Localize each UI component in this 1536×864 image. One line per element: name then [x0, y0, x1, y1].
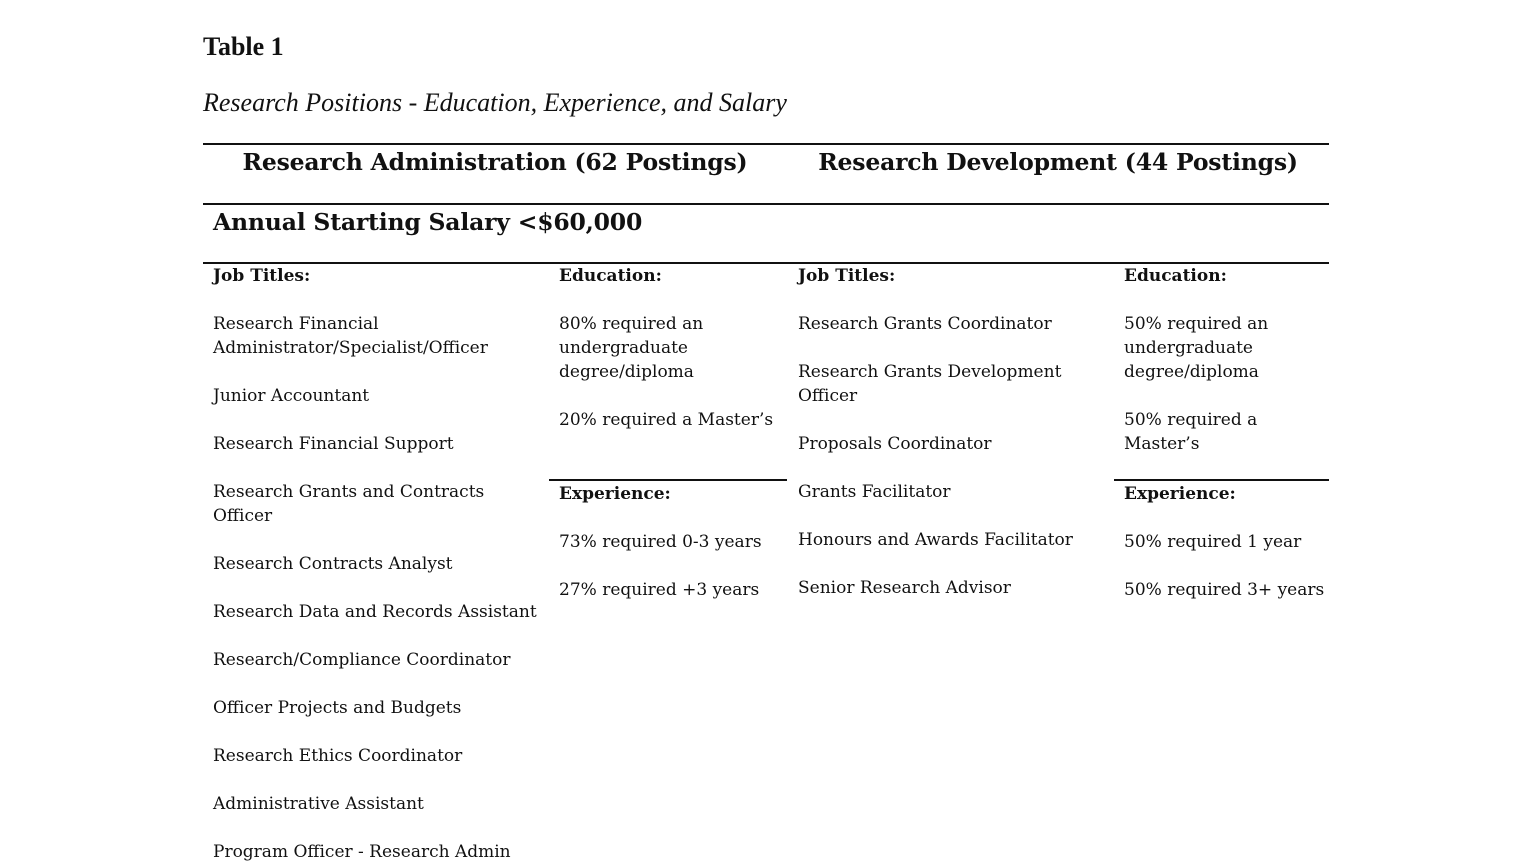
development-job-titles-label: Job Titles:: [798, 266, 896, 286]
list-item: 50% required a Master’s: [1124, 410, 1258, 454]
admin-experience-rule: [549, 479, 787, 481]
list-item: Research Financial Administrator/Specialist/Officer: [213, 314, 488, 358]
development-education-label: Education:: [1124, 266, 1227, 286]
list-item: Research/Compliance Coordinator: [213, 650, 511, 670]
list-item: Research Grants and Contracts Officer: [213, 482, 485, 526]
table-number: Table 1: [203, 32, 284, 61]
development-job-titles-list: [798, 312, 1098, 600]
admin-column-header: Research Administration (62 Postings): [242, 148, 748, 176]
list-item: 27% required +3 years: [559, 580, 760, 600]
development-experience-list: [1124, 530, 1328, 602]
admin-job-titles-label: Job Titles:: [213, 266, 311, 286]
development-education-list: [1124, 312, 1324, 456]
list-item: Research Financial Support: [213, 434, 454, 454]
list-item: 50% required 3+ years: [1124, 580, 1325, 600]
development-experience-rule: [1114, 479, 1329, 481]
list-item: Grants Facilitator: [798, 482, 951, 502]
list-item: Program Officer - Research Admin: [213, 842, 511, 862]
list-item: Research Data and Records Assistant: [213, 602, 537, 622]
salary-band-heading: Annual Starting Salary <$60,000: [213, 208, 643, 236]
admin-experience-list: [559, 530, 784, 602]
admin-education-label: Education:: [559, 266, 662, 286]
list-item: Junior Accountant: [213, 386, 370, 406]
admin-education-list: [559, 312, 779, 432]
list-item: 20% required a Master’s: [559, 410, 774, 430]
list-item: Proposals Coordinator: [798, 434, 992, 454]
development-experience-label: Experience:: [1124, 484, 1236, 504]
development-column-header: Research Development (44 Postings): [818, 148, 1298, 176]
admin-experience-label: Experience:: [559, 484, 671, 504]
list-item: Administrative Assistant: [213, 794, 424, 814]
list-item: Research Grants Development Officer: [798, 362, 1062, 406]
list-item: 50% required an undergraduate degree/diploma: [1124, 314, 1269, 382]
list-item: Research Contracts Analyst: [213, 554, 453, 574]
list-item: 73% required 0-3 years: [559, 532, 762, 552]
list-item: Officer Projects and Budgets: [213, 698, 462, 718]
table-caption: Research Positions - Education, Experience, and Salary: [203, 88, 787, 117]
list-item: Research Ethics Coordinator: [213, 746, 463, 766]
list-item: Research Grants Coordinator: [798, 314, 1052, 334]
list-item: 80% required an undergraduate degree/diploma: [559, 314, 704, 382]
list-item: Honours and Awards Facilitator: [798, 530, 1073, 550]
list-item: Senior Research Advisor: [798, 578, 1011, 598]
list-item: 50% required 1 year: [1124, 532, 1302, 552]
admin-job-titles-list: [213, 312, 543, 864]
